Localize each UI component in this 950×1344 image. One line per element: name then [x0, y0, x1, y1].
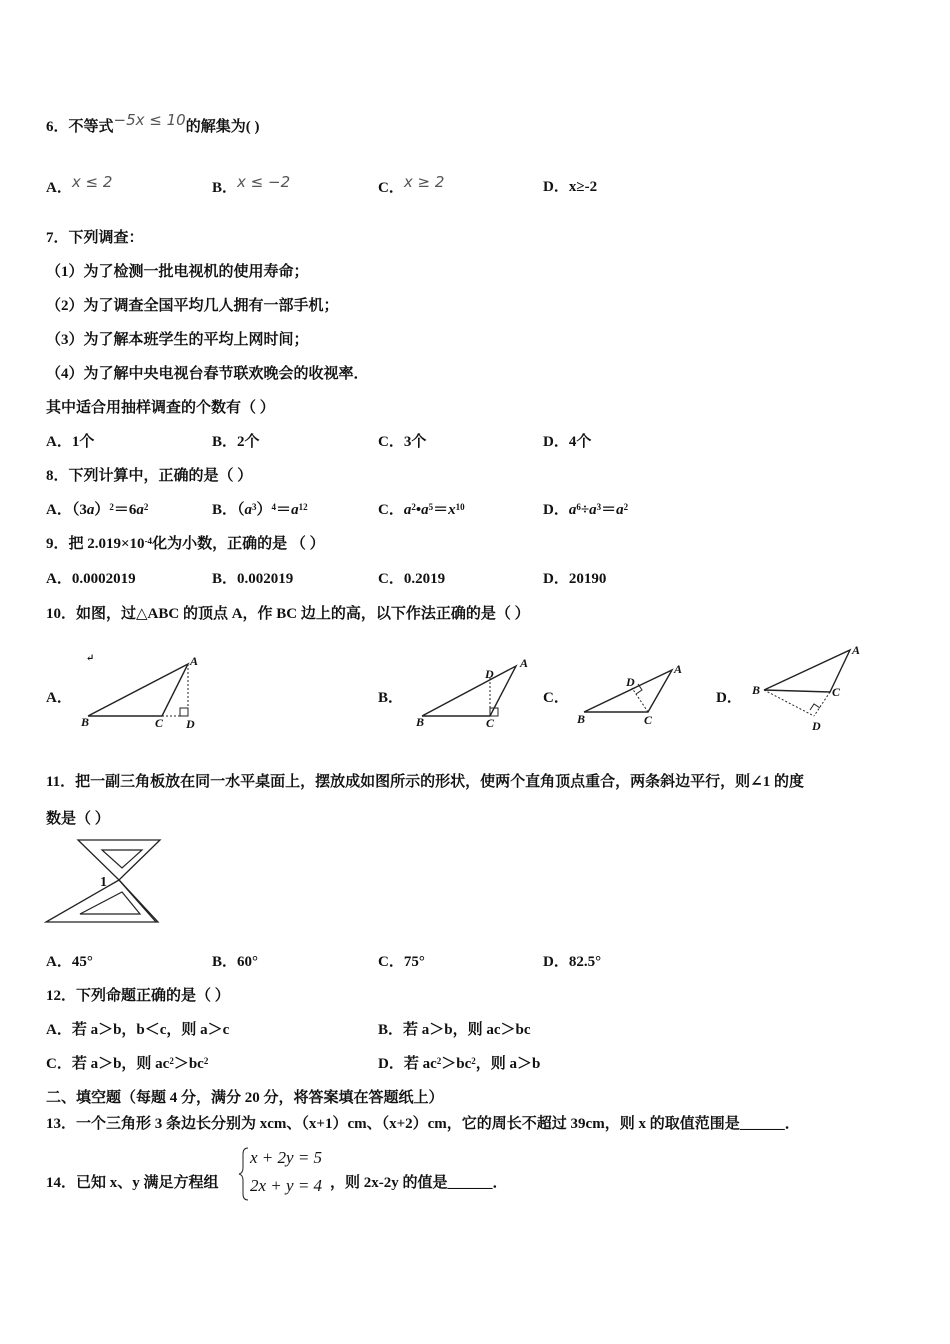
q14-brace-icon: [238, 1146, 250, 1202]
q9-stem: 9．把 $2.019\times 10^{-4}$化为小数，正确的是 （ ）: [46, 536, 325, 552]
svg-text:B: B: [416, 715, 425, 729]
q9-option-b[interactable]: B．0.002019: [212, 571, 294, 587]
q11-triangle-figure: [44, 838, 164, 928]
q7-option-c[interactable]: C．3个: [378, 434, 427, 450]
q6-option-d[interactable]: D．x≥-2: [543, 179, 598, 195]
svg-text:C: C: [644, 713, 653, 727]
q10-figure-b: [410, 652, 540, 737]
q7-option-a[interactable]: A．1个: [46, 434, 95, 450]
q11-option-a[interactable]: A．45°: [46, 954, 93, 970]
q7-item-3: （3）为了解本班学生的平均上网时间；: [46, 332, 309, 348]
q10-figure-d: [748, 640, 878, 736]
q11-option-b[interactable]: B．60°: [212, 954, 259, 970]
svg-text:↵: ↵: [86, 653, 95, 664]
q7-option-d[interactable]: D．4个: [543, 434, 592, 450]
q14-equation-2: 2x + y = 4: [250, 1176, 323, 1195]
svg-text:D: D: [626, 675, 635, 689]
svg-text:1: 1: [100, 875, 107, 890]
q8-option-b[interactable]: B．$(a^3)^4=a^{12}$: [212, 502, 308, 518]
q10-figure-c: [574, 660, 694, 738]
q11-stem-line2: 数是（ ）: [46, 811, 110, 827]
q7-option-b[interactable]: B．2个: [212, 434, 260, 450]
svg-text:C: C: [486, 716, 495, 730]
q11-option-d[interactable]: D．82.5°: [543, 954, 602, 970]
q10-stem: 10．如图，过△ABC 的顶点 A，作 BC 边上的高，以下作法正确的是（ ）: [46, 606, 530, 622]
svg-text:D: D: [812, 719, 821, 733]
q10-option-c-label[interactable]: C．: [543, 690, 569, 706]
q12-option-b[interactable]: B．若 a＞b，则 ac＞bc: [378, 1022, 531, 1038]
q6-inequality-image: −5x ≤ 10: [113, 111, 186, 129]
q9-option-c[interactable]: C．0.2019: [378, 571, 446, 587]
section-2-heading: 二、填空题（每题 4 分，满分 20 分，将答案填在答题纸上）: [46, 1090, 444, 1106]
q6-stem: 6．不等式−5x ≤ 10的解集为( ): [46, 111, 260, 135]
q8-stem: 8．下列计算中，正确的是（ ）: [46, 468, 253, 484]
q14-suffix: ，则 2x-2y 的值是______．: [330, 1175, 508, 1191]
q8-option-c[interactable]: C．$a^2•a^5=x^{10}$: [378, 502, 465, 518]
q9-option-a[interactable]: A．0.0002019: [46, 571, 136, 587]
svg-text:B: B: [577, 712, 586, 726]
q7-item-4: （4）为了解中央电视台春节联欢晚会的收视率．: [46, 366, 369, 382]
q12-stem: 12．下列命题正确的是（ ）: [46, 988, 230, 1004]
q10-figure-a: [76, 650, 206, 735]
q10-option-b-label[interactable]: B．: [378, 690, 404, 706]
q9-option-d[interactable]: D．20190: [543, 571, 607, 587]
q13-stem: 13．一个三角形 3 条边长分别为 xcm、（x+1）cm、（x+2）cm，它的周长不超过 39cm，则 x 的取值范围是______．: [46, 1116, 800, 1132]
q6-option-b[interactable]: B．x ≤ −2: [212, 173, 291, 196]
q8-option-a[interactable]: A．$(3a)^2=6a^2$: [46, 502, 149, 518]
q11-stem-line1: 11．把一副三角板放在同一水平桌面上，摆放成如图所示的形状，使两个直角顶点重合，两条斜边平行，则∠1 的度: [46, 774, 804, 790]
q10-option-a-label[interactable]: A．: [46, 690, 72, 706]
svg-text:B: B: [81, 715, 90, 729]
q7-question: 其中适合用抽样调查的个数有（ ）: [46, 400, 275, 416]
svg-text:D: D: [186, 717, 195, 731]
q6-option-c[interactable]: C．x ≥ 2: [378, 173, 445, 196]
svg-text:A: A: [852, 643, 861, 657]
q8-option-d[interactable]: D．$a^6\div a^3=a^2$: [543, 502, 629, 518]
svg-text:D: D: [485, 667, 494, 681]
q7-item-2: （2）为了调查全国平均几人拥有一部手机；: [46, 298, 339, 314]
q12-option-a[interactable]: A．若 a＞b，b＜c，则 a＞c: [46, 1022, 230, 1038]
q12-option-c[interactable]: C．若 a＞b，则 $ac^2>bc^2$: [46, 1056, 209, 1072]
svg-text:A: A: [190, 654, 199, 668]
svg-text:C: C: [155, 716, 164, 730]
svg-text:B: B: [752, 683, 761, 697]
q7-item-1: （1）为了检测一批电视机的使用寿命；: [46, 264, 309, 280]
q12-option-d[interactable]: D．若 $ac^2>bc^2$，则 a＞b: [378, 1056, 541, 1072]
q14-prefix: 14．已知 x、y 满足方程组: [46, 1175, 219, 1191]
svg-text:A: A: [520, 656, 529, 670]
q11-option-c[interactable]: C．75°: [378, 954, 425, 970]
svg-text:A: A: [674, 662, 683, 676]
q7-stem: 7．下列调查：: [46, 230, 144, 246]
svg-text:C: C: [832, 685, 841, 699]
q14-equation-1: x + 2y = 5: [250, 1148, 323, 1167]
q10-option-d-label[interactable]: D．: [716, 690, 742, 706]
q6-option-a[interactable]: A．x ≤ 2: [46, 173, 113, 196]
